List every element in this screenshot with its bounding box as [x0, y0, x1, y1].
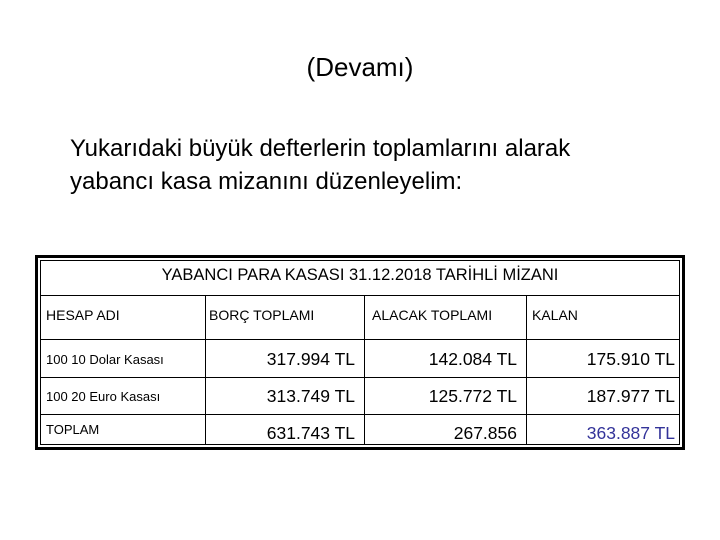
header-balance: KALAN: [532, 307, 578, 323]
row-1-balance: 175.910 TL: [586, 349, 675, 369]
table-title: YABANCI PARA KASASI 31.12.2018 TARİHLİ MİZANI: [161, 266, 559, 284]
row-total-credit: 267.856: [453, 423, 517, 443]
intro-line-2: yabancı kasa mizanını düzenleyelim:: [70, 168, 463, 195]
column-divider-1: [205, 295, 206, 444]
row-1-account: 100 10 Dolar Kasası: [46, 352, 164, 367]
header-credit: ALACAK TOPLAMI: [372, 307, 493, 323]
title-divider: [41, 295, 679, 296]
row-2-credit: 125.772 TL: [428, 386, 517, 406]
intro-line-1: Yukarıdaki büyük defterlerin toplamlarını alarak: [70, 135, 571, 162]
trial-balance-table: [35, 255, 685, 450]
row-2-balance: 187.977 TL: [586, 386, 675, 406]
slide-title: (Devamı): [306, 52, 414, 82]
row-2-debit: 313.749 TL: [266, 386, 355, 406]
intro-text: [70, 132, 710, 198]
row-total-debit: 631.743 TL: [266, 423, 355, 443]
row-total-balance: 363.887 TL: [586, 423, 675, 443]
row-2-account: 100 20 Euro Kasası: [46, 389, 161, 404]
header-account: HESAP ADI: [46, 307, 120, 323]
column-divider-3: [526, 295, 527, 444]
row-divider-1: [41, 377, 679, 378]
row-1-debit: 317.994 TL: [266, 349, 355, 369]
column-divider-2: [364, 295, 365, 444]
row-total-account: TOPLAM: [46, 422, 100, 437]
row-1-credit: 142.084 TL: [428, 349, 517, 369]
row-divider-2: [41, 414, 679, 415]
header-divider: [41, 339, 679, 340]
header-debit: BORÇ TOPLAMI: [209, 307, 315, 323]
